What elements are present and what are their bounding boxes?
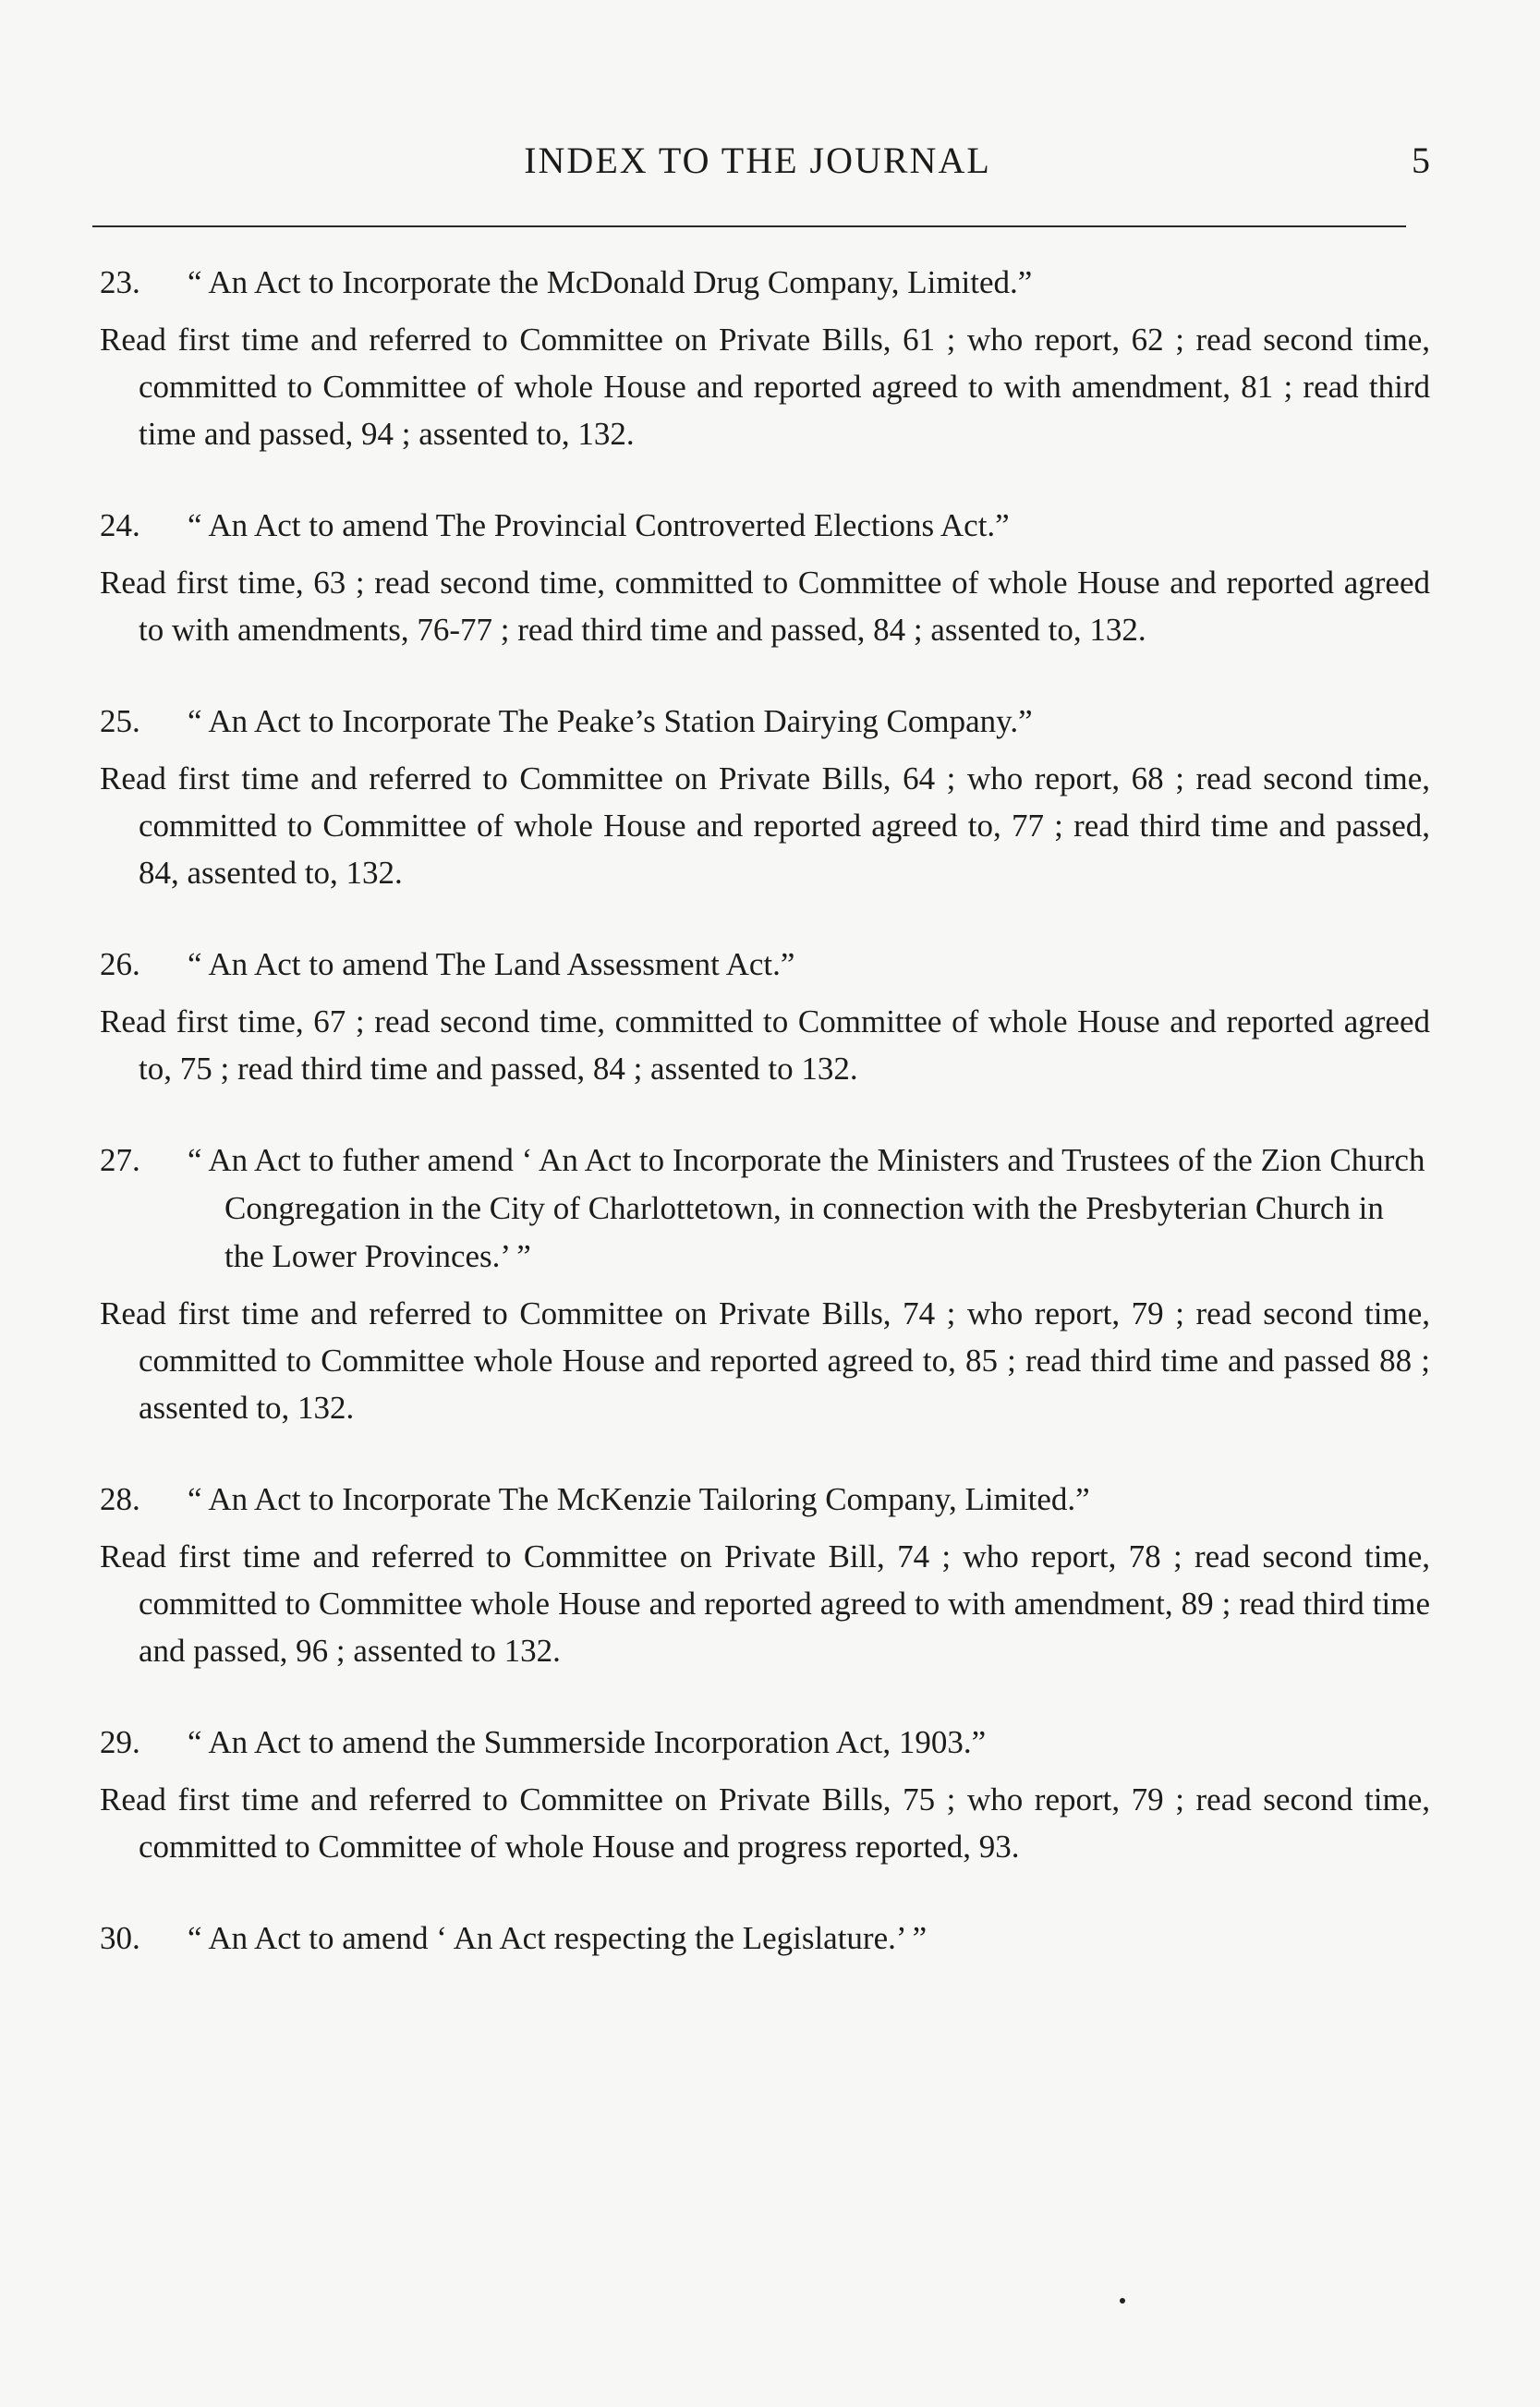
entry-heading	[100, 941, 1430, 989]
entry-title: “ An Act to Incorporate The Peake’s Station Dairying Company.”	[188, 703, 1033, 739]
entry-number: 23.	[100, 264, 140, 300]
entry-heading	[100, 698, 1430, 746]
index-entry	[100, 941, 1430, 1092]
index-entry	[100, 1719, 1430, 1870]
header-rule	[92, 225, 1406, 227]
entry-title: “ An Act to amend the Summerside Incorporation Act, 1903.”	[188, 1724, 987, 1760]
entry-number: 26.	[100, 946, 140, 982]
entry-title: “ An Act to amend The Provincial Controverted Elections Act.”	[188, 507, 1010, 543]
entry-proceedings: Read first time, 63 ; read second time, committed to Committee of whole House and reported agreed to with amendments, 76-77 ; read third time and passed, 84 ; assented to, 132.	[100, 565, 1430, 648]
index-entries	[100, 259, 1430, 2007]
entry-heading	[100, 502, 1430, 550]
index-entry	[100, 1137, 1430, 1431]
index-entry	[100, 502, 1430, 653]
index-entry	[100, 1915, 1430, 1963]
entry-number: 29.	[100, 1724, 140, 1760]
entry-proceedings: Read first time and referred to Committee on Private Bills, 64 ; who report, 68 ; read second time, committed to Committee of whole House and reported agreed to, 77 ; read third time and passed, 84, assented to, 132.	[100, 760, 1430, 891]
entry-heading	[100, 1915, 1430, 1963]
running-title: INDEX TO THE JOURNAL	[524, 140, 991, 181]
entry-heading	[100, 1719, 1430, 1767]
page-number: 5	[1412, 140, 1430, 181]
index-entry	[100, 259, 1430, 457]
entry-proceedings: Read first time and referred to Committee on Private Bills, 75 ; who report, 79 ; read second time, committed to Committee of whole House and progress reported, 93.	[100, 1781, 1430, 1865]
entry-proceedings: Read first time and referred to Committee on Private Bills, 61 ; who report, 62 ; read second time, committed to Committee of whole House and reported agreed to with amendment, 81 ; read third time and passed, 94 ; assented to, 132.	[100, 322, 1430, 452]
entry-number: 27.	[100, 1142, 140, 1178]
index-entry	[100, 1476, 1430, 1674]
entry-proceedings: Read first time and referred to Committee on Private Bill, 74 ; who report, 78 ; read second time, committed to Committee whole House and reported agreed to with amendment, 89 ; read third time and passed, 96 ; assented to 132.	[100, 1538, 1430, 1669]
entry-heading	[100, 259, 1430, 307]
entry-proceedings: Read first time and referred to Committee on Private Bills, 74 ; who report, 79 ; read second time, committed to Committee whole House and reported agreed to, 85 ; read third time and passed 88 ; assented to, 132.	[100, 1295, 1430, 1426]
entry-proceedings: Read first time, 67 ; read second time, committed to Committee of whole House and reported agreed to, 75 ; read third time and passed, 84 ; assented to 132.	[100, 1003, 1430, 1087]
entry-number: 30.	[100, 1920, 140, 1956]
entry-number: 24.	[100, 507, 140, 543]
entry-heading	[100, 1476, 1430, 1524]
entry-title: “ An Act to amend The Land Assessment Act.”	[188, 946, 795, 982]
entry-number: 25.	[100, 703, 140, 739]
entry-number: 28.	[100, 1481, 140, 1517]
entry-heading	[100, 1137, 1430, 1281]
entry-title: “ An Act to amend ‘ An Act respecting the Legislature.’ ”	[188, 1920, 928, 1956]
index-entry	[100, 698, 1430, 896]
ink-speck	[1120, 2298, 1125, 2304]
entry-title: “ An Act to Incorporate the McDonald Drug Company, Limited.”	[188, 264, 1033, 300]
page-header	[92, 139, 1430, 194]
entry-title: “ An Act to Incorporate The McKenzie Tailoring Company, Limited.”	[188, 1481, 1090, 1517]
entry-title: “ An Act to futher amend ‘ An Act to Incorporate the Ministers and Trustees of the Zion Church Congregation in the City of Charlottetown, in connection with the Presbyterian Church in the Lower Provinces.’ ”	[188, 1142, 1425, 1274]
